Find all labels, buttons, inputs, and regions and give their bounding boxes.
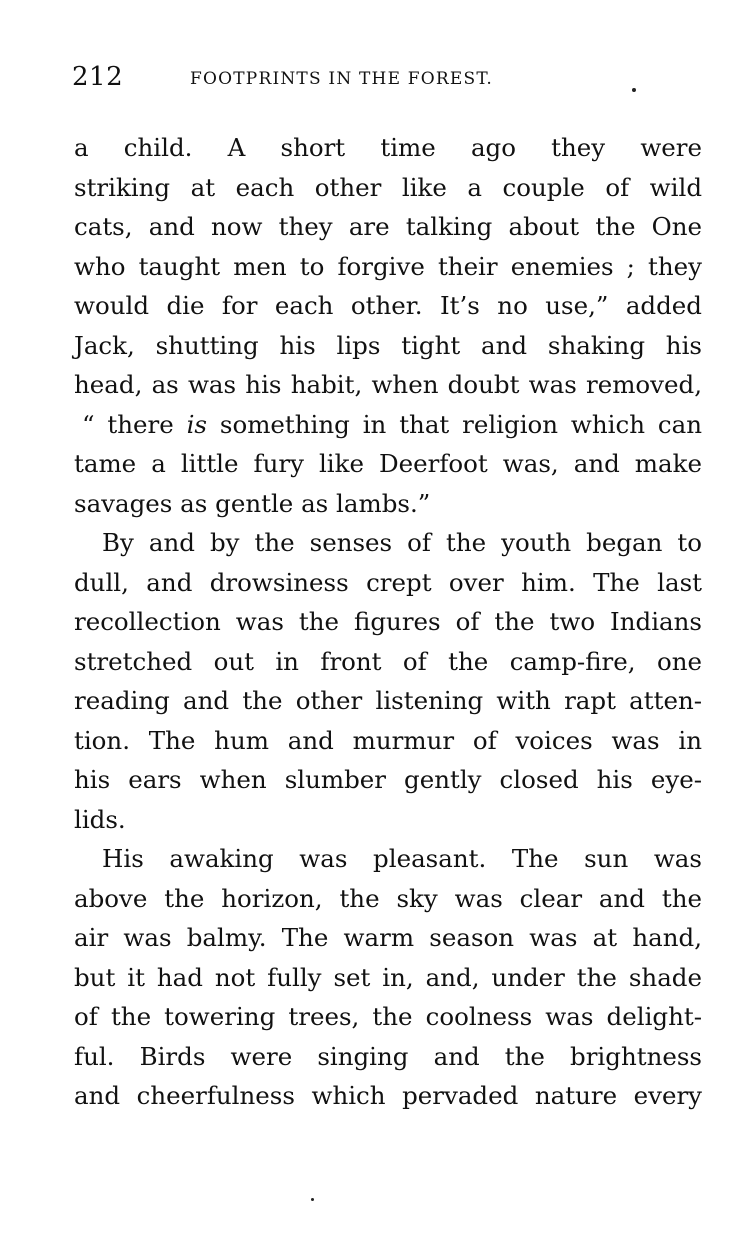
text-line [74,405,702,445]
print-speck [311,1198,314,1201]
text-line: recollection was the figures of the two Indians [74,607,702,636]
text-line: but it had not fully set in, and, under the shade [74,962,702,992]
text-line: tion. The hum and murmur of voices was in [74,725,702,755]
text-line: stretched out in front of the camp-fire, one [74,646,702,676]
text-line: striking at each other like a couple of wild [74,172,702,202]
text-line: a child. A short time ago they were [74,133,702,162]
text-fragment: “ there [82,409,187,439]
text-line: dull, and drowsiness crept over him. The last [74,567,702,597]
text-line: His awaking was pleasant. The sun was [102,844,702,873]
text-line: of the towering trees, the coolness was delight- [74,1002,702,1031]
text-fragment: something in that religion which can [207,409,702,439]
text-line: Jack, shutting his lips tight and shaking his [74,330,702,360]
page-number: 212 [72,62,124,92]
text-line: ful. Birds were singing and the brightness [74,1041,702,1071]
text-line: By and by the senses of the youth began to [102,528,702,557]
text-line: who taught men to forgive their enemies ; they [74,251,702,281]
text-line: and cheerfulness which pervaded nature every [74,1081,702,1110]
page-header [72,62,702,102]
text-line: his ears when slumber gently closed his eye- [74,765,702,794]
text-line: head, as was his habit, when doubt was removed, [74,370,702,399]
text-line: would die for each other. It’s no use,” added [74,291,702,320]
print-speck [632,88,636,92]
body-text [74,128,702,1116]
text-line: tame a little fury like Deerfoot was, and make [74,449,702,478]
emphasized-word: is [186,409,208,439]
text-line: lids. [74,804,126,834]
text-line: air was balmy. The warm season was at hand, [74,923,702,952]
text-line: reading and the other listening with rapt atten- [74,686,702,715]
running-title: FOOTPRINTS IN THE FOREST. [190,69,494,89]
text-line: savages as gentle as lambs.” [74,488,431,518]
text-line: above the horizon, the sky was clear and the [74,883,702,913]
text-line: cats, and now they are talking about the One [74,212,702,241]
